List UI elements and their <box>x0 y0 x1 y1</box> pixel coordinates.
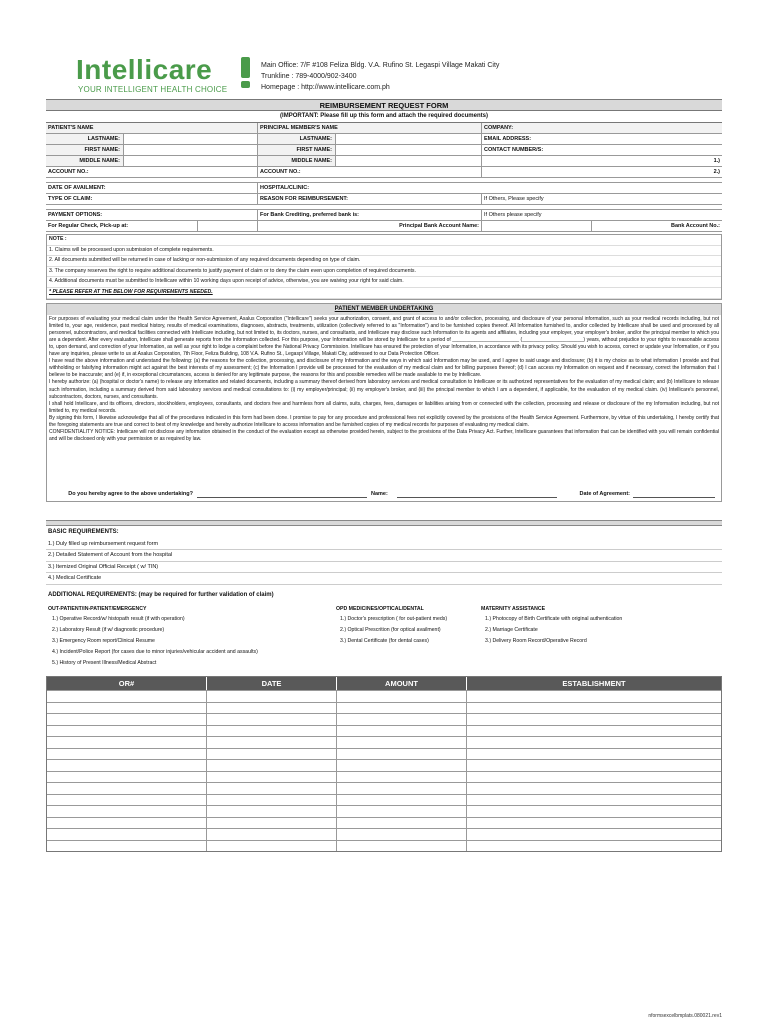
establishment-cell[interactable] <box>467 749 721 760</box>
establishment-cell[interactable] <box>467 829 721 840</box>
principal-lastname-label: LASTNAME: <box>258 134 336 144</box>
table-row <box>47 794 721 806</box>
or-number-cell[interactable] <box>47 841 207 852</box>
or-number-cell[interactable] <box>47 829 207 840</box>
or-number-cell[interactable] <box>47 749 207 760</box>
amount-cell[interactable] <box>337 726 467 737</box>
or-number-cell[interactable] <box>47 795 207 806</box>
contact-numbers-label: CONTACT NUMBER/S: <box>484 147 544 153</box>
outpatient-item: 1.) Operative Record/w/ histopath result (if with operation) <box>52 616 185 623</box>
date-cell[interactable] <box>207 703 337 714</box>
date-cell[interactable] <box>207 760 337 771</box>
or-number-cell[interactable] <box>47 737 207 748</box>
bank-account-no-label[interactable]: Bank Account No.: <box>671 223 720 229</box>
bank-crediting-label[interactable]: For Bank Crediting, preferred bank is: <box>258 210 482 220</box>
form-code: nformsexcelbmplats.080021.rev1 <box>648 1013 722 1019</box>
outpatient-item: 2.) Laboratory Result (if w/ diagnostic procedure) <box>52 627 165 634</box>
principal-firstname-label: FIRST NAME: <box>258 145 336 155</box>
type-of-claim-label[interactable]: TYPE OF CLAIM: <box>46 194 258 204</box>
trunkline-line: Trunkline : 789-4000/902-3400 <box>261 73 357 80</box>
note-item: 1. Claims will be processed upon submission of complete requirements. <box>47 246 721 257</box>
undertaking-text <box>47 315 721 487</box>
date-cell[interactable] <box>207 829 337 840</box>
outpatient-item: 4.) Incident/Police Report (for cases due to minor injuries/vehicular accident and assaults) <box>52 648 258 655</box>
note-item: 4. Additional documents must be submitted to Intellicare within 10 working days upon receipt of advice, otherwise, you are waiving your right for said claim. <box>47 277 721 288</box>
table-row <box>47 713 721 725</box>
table-row <box>47 782 721 794</box>
principal-bank-name-label: Principal Bank Account Name: <box>258 221 482 231</box>
patient-account-no-label[interactable]: ACCOUNT NO.: <box>46 167 258 177</box>
principal-middlename-label: MIDDLE NAME: <box>258 156 336 166</box>
date-cell[interactable] <box>207 795 337 806</box>
additional-requirements <box>46 589 722 669</box>
date-cell[interactable] <box>207 806 337 817</box>
basic-requirement-item: 2.) Detailed Statement of Account from the hospital <box>46 550 722 562</box>
amount-cell[interactable] <box>337 783 467 794</box>
amount-cell[interactable] <box>337 703 467 714</box>
amount-cell[interactable] <box>337 714 467 725</box>
patient-name-heading: PATIENT'S NAME <box>46 123 258 133</box>
or-number-cell[interactable] <box>47 772 207 783</box>
establishment-cell[interactable] <box>467 795 721 806</box>
receipts-table <box>46 676 722 852</box>
undertaking-paragraph: By signing this form, I likewise acknowledge that all of the procedures indicated in this form had been done. I promise to pay for any procedure and professional fees not explicitly covered by the provisions of the Health Service Agreement. Furthermore, by virtue of this undertaking, I hereby certify that the foregoing statements are true and correct to best of my knowledge and hereby authorize Intellicare to access information and be furnished copies of my medical records for purposes of evaluating my medical claim. <box>49 414 719 428</box>
intellicare-logo <box>76 55 254 95</box>
basic-requirements-heading: BASIC REQUIREMENTS: <box>48 528 119 535</box>
or-number-cell[interactable] <box>47 726 207 737</box>
or-number-cell[interactable] <box>47 818 207 829</box>
establishment-cell[interactable] <box>467 714 721 725</box>
outpatient-item: 3.) Emergency Room report/Clinical Resume <box>52 637 155 644</box>
logo-dot-icon <box>241 81 250 88</box>
principal-lastname-field[interactable] <box>336 134 482 144</box>
date-cell[interactable] <box>207 818 337 829</box>
establishment-cell[interactable] <box>467 760 721 771</box>
brand-name: Intellicare <box>76 54 213 85</box>
maternity-heading: MATERNITY ASSISTANCE <box>481 605 546 612</box>
establishment-cell[interactable] <box>467 703 721 714</box>
note-item: 2. All documents submitted will be returned in case of lacking or non-submission of any required documents depending on type of claim. <box>47 256 721 267</box>
table-row <box>47 736 721 748</box>
company-label: COMPANY: <box>484 125 514 131</box>
reimbursement-form-sheet <box>46 47 722 1019</box>
amount-cell[interactable] <box>337 806 467 817</box>
or-number-cell[interactable] <box>47 760 207 771</box>
outpatient-list <box>46 614 336 646</box>
agree-name-field[interactable] <box>397 487 557 498</box>
or-number-cell[interactable] <box>47 691 207 702</box>
opd-item: 2.) Optical Prescrition (for optical availment) <box>340 627 441 634</box>
confidentiality-notice: CONFIDENTIALITY NOTICE: Intellicare will not disclose any information obtained in the conduct of the evaluation except as otherwise provided herein, subject to the provisions of the Data Privacy Act. Further, Intellicare guarantees that information that can be identified with you will remain confidential and will be disclosed only with your permission or as required by law. <box>49 429 719 443</box>
pickup-location-field[interactable] <box>198 221 258 231</box>
brand-tagline: YOUR INTELLIGENT HEALTH CHOICE <box>78 85 228 94</box>
table-row <box>47 840 721 852</box>
basic-requirements <box>46 526 722 585</box>
regular-check-label: For Regular Check, Pick-up at: <box>46 221 198 231</box>
date-availment-label[interactable]: DATE OF AVAILMENT: <box>46 183 258 193</box>
principal-bank-name-field[interactable] <box>482 221 592 231</box>
hospital-clinic-label[interactable]: HOSPITAL/CLINIC: <box>260 185 310 191</box>
date-cell[interactable] <box>207 726 337 737</box>
outpatient-list-continued <box>46 647 722 669</box>
or-number-cell[interactable] <box>47 783 207 794</box>
establishment-cell[interactable] <box>467 772 721 783</box>
establishment-cell[interactable] <box>467 818 721 829</box>
form-header <box>46 47 722 99</box>
maternity-item: 3.) Delivery Room Record/Operative Record <box>485 637 587 644</box>
basic-requirement-item: 1.) Duly filled up reimbursement request form <box>46 539 722 551</box>
table-row <box>47 690 721 702</box>
address-line: Main Office: 7/F #108 Feliza Bldg. V.A. Rufino St. Legaspi Village Makati City <box>261 62 500 69</box>
col-or-number: OR# <box>47 677 207 690</box>
opd-list <box>336 614 481 646</box>
date-cell[interactable] <box>207 772 337 783</box>
establishment-cell[interactable] <box>467 691 721 702</box>
contact-number-1[interactable]: 1.) <box>713 158 720 164</box>
table-row <box>47 725 721 737</box>
basic-requirement-item: 4.) Medical Certificate <box>46 573 722 585</box>
table-row <box>47 805 721 817</box>
agree-answer-field[interactable] <box>197 487 367 498</box>
note-item: 3. The company reserves the right to require additional documents to justify payment of claim or to deny the claim even upon completion of required documents. <box>47 267 721 278</box>
claimant-info-grid <box>46 122 722 232</box>
form-subtitle: (IMPORTANT: Please fill up this form and attach the required documents) <box>280 113 488 119</box>
amount-cell[interactable] <box>337 772 467 783</box>
establishment-cell[interactable] <box>467 806 721 817</box>
patient-firstname-label: FIRST NAME: <box>46 145 124 155</box>
amount-cell[interactable] <box>337 841 467 852</box>
principal-name-heading: PRINCIPAL MEMBER'S NAME <box>258 123 482 133</box>
date-cell[interactable] <box>207 783 337 794</box>
opd-item: 1.) Doctor's prescription ( for out-patient meds) <box>340 616 448 623</box>
amount-cell[interactable] <box>337 818 467 829</box>
or-number-cell[interactable] <box>47 703 207 714</box>
reason-reimbursement-label[interactable]: REASON FOR REIMBURSEMENT: <box>258 194 482 204</box>
receipts-table-header <box>47 677 721 690</box>
opd-heading: OPD MEDICINES/OPTICAL/DENTAL <box>336 605 424 612</box>
requirements-reference: * PLEASE REFER AT THE BELOW FOR REQUIREMENTS NEEDED. <box>47 288 721 299</box>
amount-cell[interactable] <box>337 829 467 840</box>
establishment-cell[interactable] <box>467 783 721 794</box>
table-row <box>47 771 721 783</box>
homepage-line: Homepage : http://www.intellicare.com.ph <box>261 84 390 91</box>
patient-firstname-field[interactable] <box>124 145 258 155</box>
basic-requirement-item: 3.) Itemized Original Official Receipt ( w/ TIN) <box>46 562 722 574</box>
or-number-cell[interactable] <box>47 714 207 725</box>
maternity-list <box>481 614 721 646</box>
agree-date-label: Date of Agreement: <box>579 490 630 497</box>
undertaking-paragraph: For purposes of evaluating your medical claim under the Health Service Agreement, Asalus Corporation ("Intellicare") seeks your authorization, consent, and grant of access to and/or collection, processing, and disclosure of your personal information, such as your medical records including, but not limited to, your age, residence, past medical history, results of medical examinations, diagnoses, abstracts, treatments, utilization (collectively referred to as "Information") and to be furnished copies thereof. All Information furnished to, and/or collected by Intellicare shall be used and processed by all personnel, subcontractors, and medical facilities connected with Intellicare including, but not limited to, its doctors, nurses, and consultants, and Intellicare may disclose such Information to its agents and affiliates, including your employer, your employer's broker, and/or the principal member to which you are a dependent. After every evaluation, Intellicare shall generate reports from the Information collected. For this purpose, your Information will be stored by Intellicare for a period of ________________________ (______________________) years, without prejudice to your rights to reasonable access to, upon demand, and correction of your Information, as well as your right to lodge a complaint before the National Privacy Commission. Intellicare has ensured the protection of your Information, in accordance with its privacy policy. Should you wish to access, correct or update your Information, or if you have any inquiries, please write to us at Asalus Corporation, 7th Floor, Feliza Building, 108 V.A. Rufino St., Legaspi Village, Makati City, addressed to our Data Protection Officer. <box>49 315 719 358</box>
undertaking-paragraph: I have read the above information and understand the following: (a) the reasons for the collection, processing, and disclosure of my Information and the ways in which said Information may be used, and I agree to said usage and disclosure; (b) it is my choice as to what information I provide and that withholding or falsifying information might act against the best interests of my assessment; (c) the Information I provide will be processed for the evaluation of my medical claim and for billing purposes thereof; (d) I can access my Information on request and if necessary, correct the Information that I believe to be inaccurate; and (e) if, in exceptional circumstances, access is denied for any legitimate purpose, the reasons for this and possible remedies will be made available to me by Intellicare. <box>49 358 719 379</box>
principal-middlename-field[interactable] <box>336 156 482 166</box>
notes-section <box>46 234 722 300</box>
undertaking-section <box>46 303 722 502</box>
notes-heading: NOTE : <box>47 235 721 246</box>
date-cell[interactable] <box>207 749 337 760</box>
outpatient-item: 5.) History of Present Illness/Medical Abstract <box>52 659 157 666</box>
establishment-cell[interactable] <box>467 841 721 852</box>
maternity-item: 1.) Photocopy of Birth Certificate with original authentication <box>485 616 623 623</box>
undertaking-title: PATIENT MEMBER UNDERTAKING <box>47 304 721 315</box>
patient-middlename-field[interactable] <box>124 156 258 166</box>
bank-others-specify[interactable]: If Others please specify <box>484 212 542 218</box>
agree-date-field[interactable] <box>633 487 715 498</box>
patient-lastname-field[interactable] <box>124 134 258 144</box>
date-cell[interactable] <box>207 714 337 725</box>
office-address <box>261 60 499 93</box>
logo-exclamation-icon <box>241 57 250 78</box>
col-amount: AMOUNT <box>337 677 467 690</box>
form-title: REIMBURSEMENT REQUEST FORM <box>46 99 722 111</box>
principal-firstname-field[interactable] <box>336 145 482 155</box>
col-establishment: ESTABLISHMENT <box>562 679 626 689</box>
date-cell[interactable] <box>207 841 337 852</box>
or-number-cell[interactable] <box>47 806 207 817</box>
amount-cell[interactable] <box>337 691 467 702</box>
undertaking-paragraph: I hereby authorize: (a) (hospital or doctor's name) to release any information and related documents, including a summary thereof derived from laboratory services and medical consultation to Intellicare or its authorized representatives for the evaluation of my medical claim; and (b) Intellicare to release such information, including a summary derived from said laboratory services and medical consultations to: (i) my employer/principal; (ii) my employer's broker, and (iii) the principal member to which I am a dependent, if applicable, for the evaluation of my medical claim. (iv) Intellicare's personnel, subcontractors, doctors, nurses, and consultants. <box>49 379 719 400</box>
agree-question: Do you hereby agree to the above undertaking? <box>68 490 193 497</box>
additional-requirements-heading: ADDITIONAL REQUIREMENTS: (may be required for further validation of claim) <box>48 591 274 598</box>
table-row <box>47 817 721 829</box>
payment-options-label: PAYMENT OPTIONS: <box>46 210 258 220</box>
establishment-cell[interactable] <box>467 726 721 737</box>
contact-number-2[interactable]: 2.) <box>713 169 720 175</box>
date-cell[interactable] <box>207 691 337 702</box>
opd-item: 3.) Dental Certificate (for dental cases) <box>340 637 429 644</box>
table-row <box>47 702 721 714</box>
maternity-item: 2.) Marriage Certificate <box>485 627 538 634</box>
amount-cell[interactable] <box>337 737 467 748</box>
amount-cell[interactable] <box>337 795 467 806</box>
table-row <box>47 759 721 771</box>
reason-others-specify[interactable]: If Others, Please specify <box>484 196 544 202</box>
agree-name-label: Name: <box>371 490 388 497</box>
principal-account-no-label[interactable]: ACCOUNT NO.: <box>258 167 482 177</box>
date-cell[interactable] <box>207 737 337 748</box>
col-date: DATE <box>207 677 337 690</box>
agreement-row <box>47 487 721 501</box>
establishment-cell[interactable] <box>467 737 721 748</box>
amount-cell[interactable] <box>337 749 467 760</box>
outpatient-heading: OUT-PATIENT/IN-PATIENT/EMERGENCY <box>48 605 147 612</box>
patient-lastname-label: LASTNAME: <box>46 134 124 144</box>
email-address-label: EMAIL ADDRESS: <box>484 136 532 142</box>
receipts-table-body <box>47 690 721 851</box>
table-row <box>47 828 721 840</box>
patient-middlename-label: MIDDLE NAME: <box>46 156 124 166</box>
amount-cell[interactable] <box>337 760 467 771</box>
undertaking-paragraph: I shall hold Intellicare, and its officers, directors, stockholders, employees, consultants, and doctors free and harmless from all claims, suits, charges, fees, damages or liabilities arising from or connected with the collection, processing and release or disclosure of the my Information including, but not limited to, my medical records. <box>49 400 719 414</box>
table-row <box>47 748 721 760</box>
